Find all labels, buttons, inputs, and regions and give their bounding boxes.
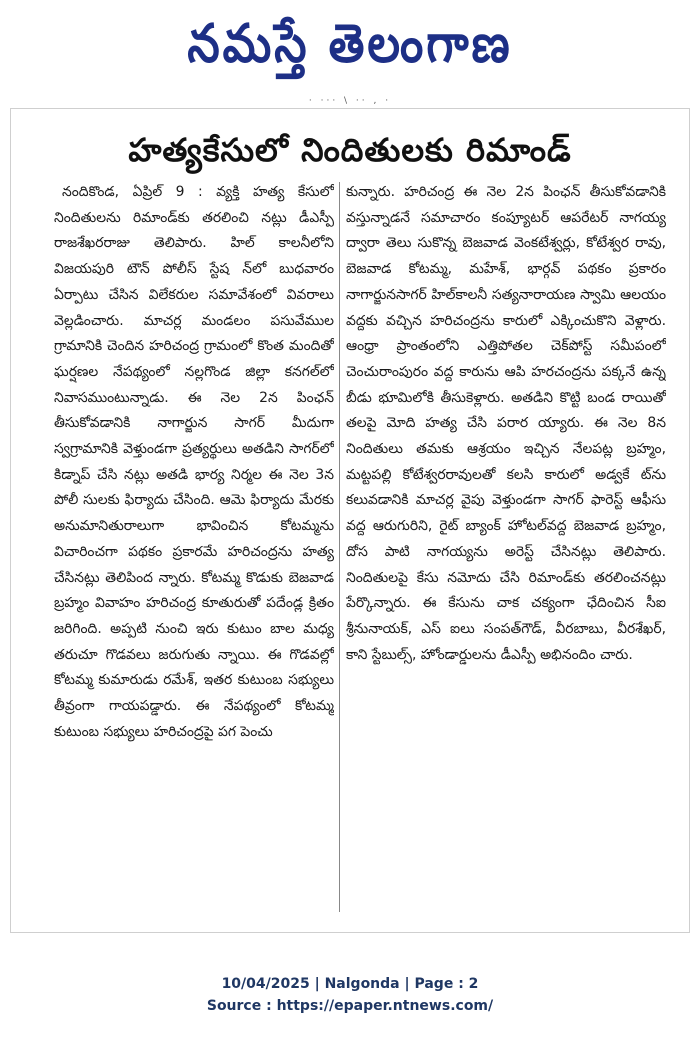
footer-date-edition: 10/04/2025 | Nalgonda | Page : 2 — [221, 976, 479, 992]
article-headline: హత్యకేసులో నిందితులకు రిమాండ్ — [128, 131, 572, 169]
article-left-column: నందికొండ, ఏప్రిల్ 9 : వ్యక్తి హత్య కేసులో నిందితులను రిమాండ్‌కు తరలించి నట్లు డీఎస్పీ రాజశేఖరరాజు తెలిపారు. హిల్ కాలనీలోని విజయపురి టౌన్ పోలీస్ స్టేష న్‌లో బుధవారం ఏర్పాటు చేసిన విలేకరుల సమావేశంలో వివరాలు వెల్లడించారు. మాచర్ల మండలం పసువేముల గ్రామానికి చెందిన హరిచంద్ర గ్రామంలో కొంత మందితో ఘర్షణల నేపథ్యంలో నల్లగొండ జిల్లా కనగల్‌లో నివాసముంటున్నాడు. ఈ నెల 2న పింఛన్ తీసుకోవడానికి నాగార్జున సాగర్ మీదుగా స్వగ్రామానికి వెళ్తుండగా ప్రత్యర్థులు అతడిని సాగర్‌లో కిడ్నాప్ చేసి నట్లు అతడి భార్య నిర్మల ఈ నెల 3న పోలీ సులకు ఫిర్యాదు చేసింది. ఆమె ఫిర్యాదు మేరకు అనుమానితురాలుగా భావించిన కోటమ్మను విచారించగా పథకం ప్రకారమే హరిచంద్రను హత్య చేసినట్లు తెలిపింద న్నారు. కోటమ్మ కొడుకు బెజవాడ బ్రహ్మం వివాహం హరిచంద్ర కూతురుతో పదేండ్ల క్రితం జరిగింది. అప్పటి నుంచి ఇరు కుటుం బాల మధ్య తరుచూ గొడవలు జరుగుతు న్నాయి. ఈ గొడవల్లో కోటమ్మ కుమారుడు రమేశ్, ఇతర కుటుంబ సభ్యులు తీవ్రంగా గాయపడ్డారు. ఈ నేపథ్యంలో కోటమ్మ కుటుంబ సభ్యులు హరిచంద్రపై పగ పెంచు — [54, 184, 334, 740]
page-top-fragment: · ··· \ ·· , · — [308, 96, 392, 106]
footer-source: Source : https://epaper.ntnews.com/ — [206, 998, 494, 1014]
newspaper-masthead: నమస్తే తెలంగాణ — [187, 11, 513, 75]
article-right-column: కున్నారు. హరిచంద్ర ఈ నెల 2న పింఛన్ తీసుకోవడానికి వస్తున్నాడనే సమాచారం కంప్యూటర్ ఆపరేటర్ నాగయ్య ద్వారా తెలు సుకొన్న బెజవాడ వెంకటేశ్వర్లు, కోటేశ్వర రావు, బెజవాడ కోటమ్మ, మహేశ్, భార్గవ్ పథకం ప్రకారం నాగార్జునసాగర్ హిల్‌కాలనీ సత్యనారాయణ స్వామి ఆలయం వద్దకు వచ్చిన హరిచంద్రను కారులో ఎక్కించుకొని వెళ్లారు. ఆంధ్రా ప్రాంతంలోని ఎత్తిపోతల చెక్‌పోస్ట్ సమీపంలో చెంచురాంపురం వద్ద కారును ఆపి హరచంద్రను పక్కనే ఉన్న బీడు భూమిలోకి తీసుకెళ్లారు. అతడిని కొట్టి బండ రాయితో తలపై మోది హత్య చేసి పరార య్యారు. ఈ నెల 8న నిందితులు తమకు ఆశ్రయం ఇచ్చిన నేలపట్ల బ్రహ్మం, మట్టపల్లి కోటేశ్వరరావులతో కలసి కారులో అడ్వకే ట్‌ను కలువడానికి మాచర్ల వైపు వెళ్తుండగా సాగర్ ఫారెస్ట్ ఆఫీసు వద్ద ఆరుగురిని, రైట్ బ్యాంక్ హోటల్‌వద్ద బెజవాడ బ్రహ్మం, దోస పాటి నాగయ్యను అరెస్ట్ చేసినట్లు తెలిపారు. నిందితులపై కేసు నమోదు చేసి రిమాండ్‌కు తరలించనట్లు పేర్కొన్నారు. ఈ కేసును చాక చక్యంగా ఛేదించిన సీఐ శ్రీనునాయక్, ఎస్ ఐలు సంపత్‌గౌడ్, వీరబాబు, వీరశేఖర్, కాని స్టేబుల్స్, హోండార్డులను డీఎస్పీ అభినందిం చారు. — [346, 184, 666, 663]
column-divider — [339, 182, 340, 912]
